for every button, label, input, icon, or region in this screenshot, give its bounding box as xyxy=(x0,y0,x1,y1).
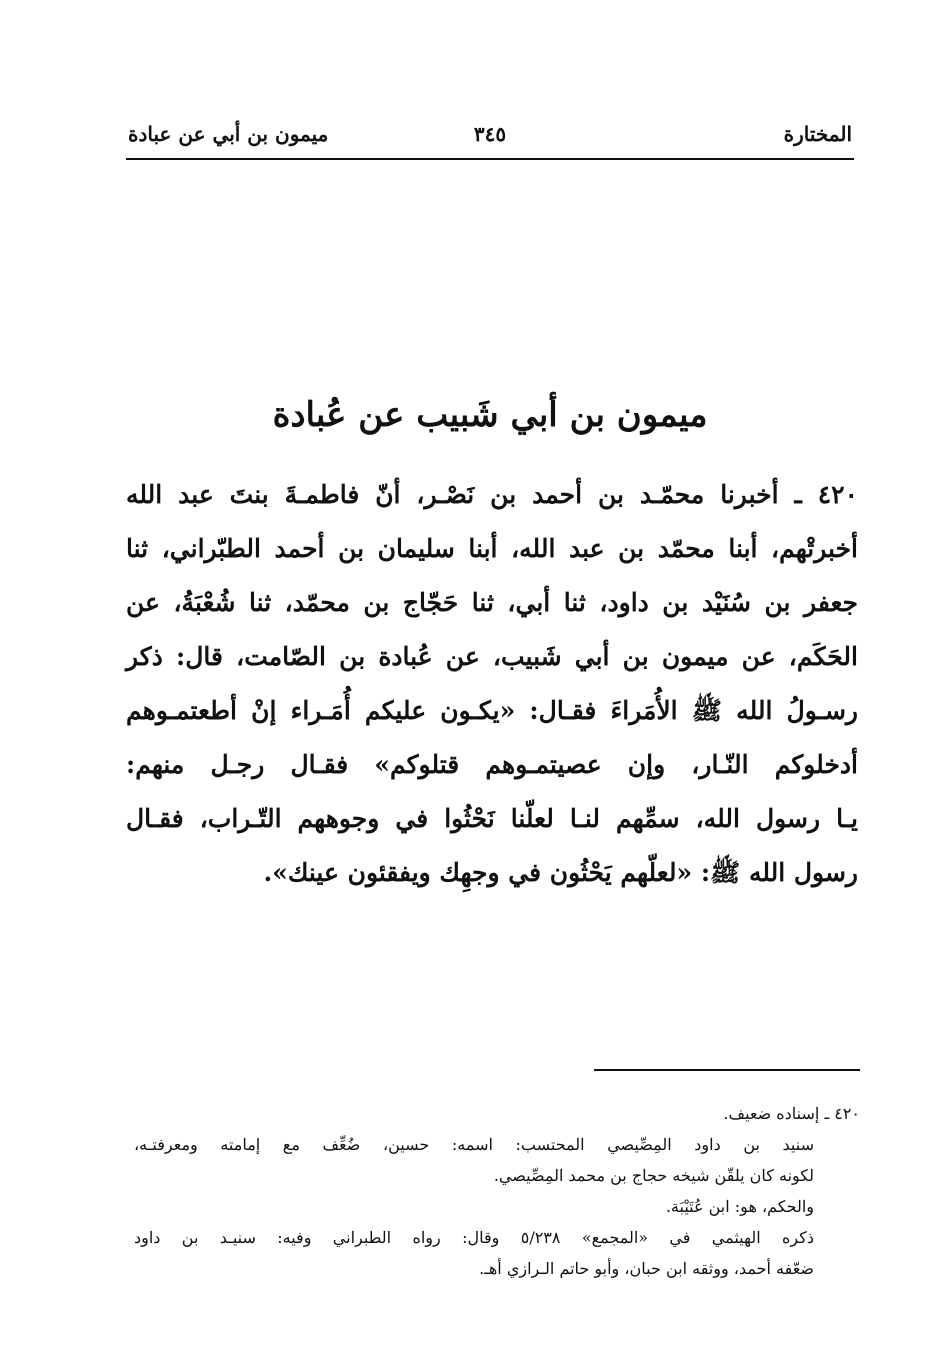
body-line: جعفر بن سُنَيْد بن داود، ثنا أبي، ثنا حَجّاج بن محمّد، ثنا شُعْبَةُ، عن xyxy=(126,588,858,617)
body-line: رسول الله ﷺ: «لعلّهم يَحْثُون في وجهِك ويفقئون عينك». xyxy=(263,858,858,887)
footnote-line: ٤٢٠ ـ إسناده ضعيف. xyxy=(723,1104,860,1123)
footnote-line: لكونه كان يلقّن شيخه حجاج بن محمد المِصِّيصي. xyxy=(493,1166,814,1185)
body-line: أخبرتْهم، أبنا محمّد بن عبد الله، أبنا سليمان بن أحمد الطبّراني، ثنا xyxy=(126,534,858,563)
body-line: ٤٢٠ ـ أخبرنا محمّـد بن أحمد بن نَصْـر، أنّ فاطمـةَ بنتَ عبد الله xyxy=(126,480,858,509)
footnote-line: ضعّفه أحمد، ووثقه ابن حبان، وأبو حاتم الـرازي أهـ. xyxy=(479,1259,814,1278)
header-book-title: المختارة xyxy=(783,122,852,146)
body-line: الحَكَم، عن ميمون بن أبي شَبيب، عن عُبادة بن الصّامت، قال: ذكر xyxy=(126,642,858,671)
footnote-line: ذكره الهيثمي في «المجمع» ٥/٢٣٨ وقال: رواه الطبراني وفيه: سنيـد بن داود xyxy=(134,1228,815,1247)
body-line: رسـولُ الله ﷺ الأُمَراءَ فقـال: «يكـون عليكم أُمَـراء إنْ أطعتمـوهم xyxy=(126,696,858,725)
header-chapter-title: ميمون بن أبي عن عبادة xyxy=(128,122,329,146)
page-number: ٣٤٥ xyxy=(473,122,507,146)
header-divider xyxy=(126,158,854,160)
section-title: ميمون بن أبي شَبيب عن عُبادة xyxy=(272,395,708,435)
footnotes xyxy=(134,1098,860,1284)
running-header xyxy=(126,118,854,152)
footnote-divider xyxy=(594,1069,860,1071)
body-line: أدخلوكم النّـار، وإن عصيتمـوهم قتلوكم» فقـال رجـل منهم: xyxy=(126,750,858,779)
body-line: يـا رسول الله، سمِّهم لنـا لعلّنا نَحْثُوا في وجوههم التّـراب، فقـال xyxy=(126,804,858,833)
hadith-text xyxy=(126,468,858,900)
footnote-line: والحكم، هو: ابن عُتَيْبَة. xyxy=(665,1197,814,1216)
footnote-line: سنيد بن داود المِصِّيصي المحتسب: اسمه: حسين، ضُعِّف مع إمامته ومعرفتـه، xyxy=(134,1135,814,1154)
